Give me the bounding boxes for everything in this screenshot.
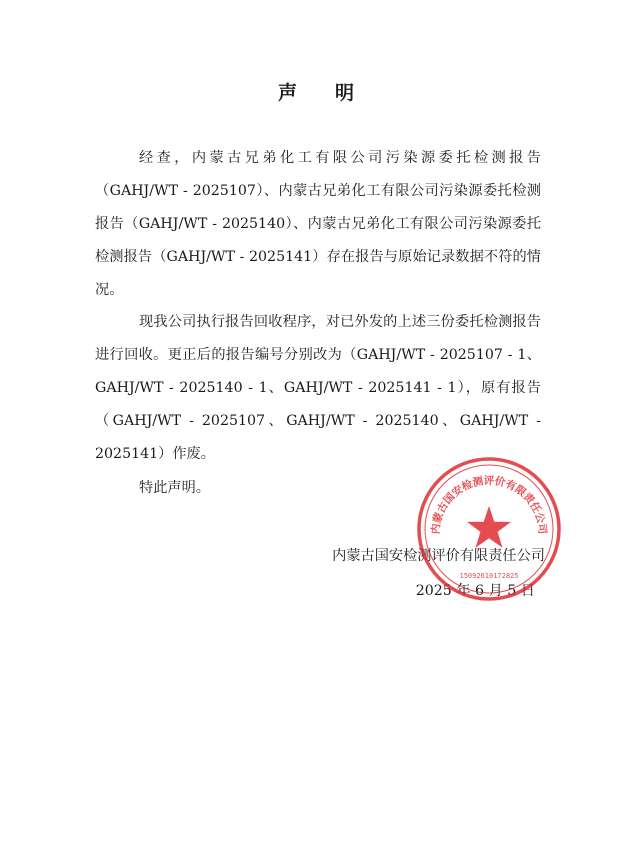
signature-organization: 内蒙古国安检测评价有限责任公司 [332,548,545,564]
paragraph-recall-text: 现我公司执行报告回收程序，对已外发的上述三份委托检测报告进行回收。更正后的报告编号分别改为（GAHJ/WT - 2025107 - 1、GAHJ/WT - 2025140 - 1、GAHJ/WT - 2025141 - 1），原有报告（GAHJ/WT - 2025107、GAHJ/WT - 2025140、GAHJ/WT - 2025141）作废。 [95,314,541,462]
seal-star [467,506,511,548]
title-char-2: 明 [335,82,355,104]
paragraph-findings-text: 经查，内蒙古兄弟化工有限公司污染源委托检测报告（GAHJ/WT - 2025107）、内蒙古兄弟化工有限公司污染源委托检测报告（GAHJ/WT - 2025140）、内蒙古兄弟化工有限公司污染源委托检测报告（GAHJ/WT - 2025141）存在报告与原始记录数据不符的情况。 [95,150,541,298]
signature-date: 2025 年 6 月 5 日 [415,583,535,599]
title-char-1: 声 [277,82,297,104]
document-title [0,78,632,105]
official-seal-icon [416,456,562,602]
seal-code: 15092610172825 [459,572,519,580]
paragraph-closing-text: 特此声明。 [139,480,210,496]
paragraph-findings [95,142,541,307]
paragraph-recall [95,306,541,471]
seal-arc-text: 内蒙古国安检测评价有限责任公司 [429,475,549,535]
